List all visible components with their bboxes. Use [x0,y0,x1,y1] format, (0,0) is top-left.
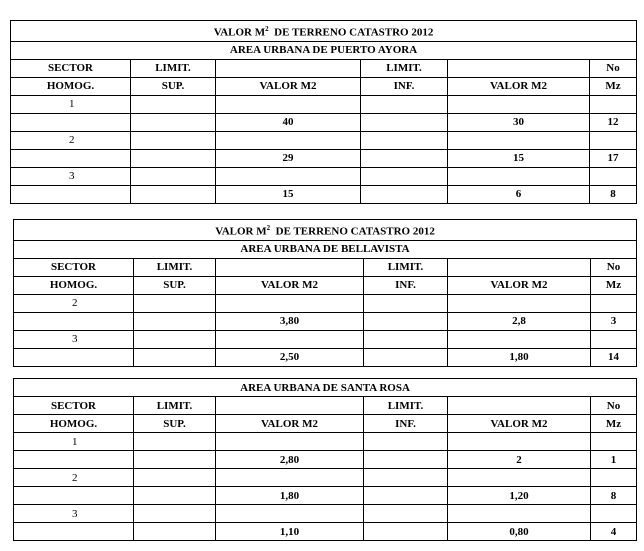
value-row [14,523,637,541]
header-cell [216,59,361,77]
header-cell: VALOR M2 [216,77,361,95]
sector-row [14,433,637,451]
header-cell: LIMIT. [134,258,216,276]
valor-inf-cell: 2 [448,451,591,469]
sector-row [14,294,637,312]
mz-cell: 1 [591,451,637,469]
sector-row [14,469,637,487]
mz-cell: 8 [590,185,637,203]
valor-inf-cell: 15 [448,149,590,167]
valor-sup-cell: 1,10 [216,523,364,541]
header-cell: HOMOG. [14,415,134,433]
header-cell: SUP. [131,77,216,95]
valor-inf-cell: 1,80 [448,348,591,366]
area-title: AREA URBANA DE BELLAVISTA [14,240,637,258]
mz-cell: 8 [591,487,637,505]
mz-cell: 14 [591,348,637,366]
sector-cell: 2 [14,469,134,487]
header-cell [216,258,364,276]
header-row-top [11,59,637,77]
value-row [14,348,637,366]
header-cell [216,397,364,415]
sector-cell: 1 [14,433,134,451]
header-cell: VALOR M2 [448,77,590,95]
mz-cell: 17 [590,149,637,167]
valor-inf-cell: 1,20 [448,487,591,505]
header-cell: SECTOR [14,258,134,276]
sector-cell: 2 [14,294,134,312]
header-row-bottom [14,415,637,433]
header-row-bottom [11,77,637,95]
header-cell: No [591,397,637,415]
valor-sup-cell: 1,80 [216,487,364,505]
header-row-bottom [14,276,637,294]
value-row [11,149,637,167]
header-cell: VALOR M2 [216,276,364,294]
sector-row [11,167,637,185]
value-row [14,487,637,505]
valor-inf-cell: 2,8 [448,312,591,330]
header-cell: LIMIT. [131,59,216,77]
valor-sup-cell: 2,80 [216,451,364,469]
header-cell: Mz [591,276,637,294]
header-cell: Mz [590,77,637,95]
header-cell: Mz [591,415,637,433]
sector-cell: 2 [11,131,131,149]
header-cell: INF. [361,77,448,95]
header-cell: LIMIT. [361,59,448,77]
header-cell: LIMIT. [134,397,216,415]
valor-sup-cell: 40 [216,113,361,131]
mz-cell: 4 [591,523,637,541]
header-cell: No [591,258,637,276]
valor-sup-cell: 29 [216,149,361,167]
header-cell: HOMOG. [14,276,134,294]
valor-inf-cell: 30 [448,113,590,131]
header-row-top [14,258,637,276]
header-cell: LIMIT. [364,258,448,276]
valor-sup-cell: 15 [216,185,361,203]
sector-cell: 3 [14,505,134,523]
header-cell: VALOR M2 [448,415,591,433]
sector-row [14,505,637,523]
sector-cell: 3 [11,167,131,185]
header-cell: SECTOR [11,59,131,77]
sector-row [14,330,637,348]
header-cell: SUP. [134,276,216,294]
table-bellavista [13,219,637,367]
value-row [14,312,637,330]
header-cell: No [590,59,637,77]
value-row [14,451,637,469]
table-puerto-ayora [10,20,637,204]
header-cell: INF. [364,415,448,433]
header-cell [448,397,591,415]
valor-sup-cell: 3,80 [216,312,364,330]
header-cell: SECTOR [14,397,134,415]
valor-inf-cell: 6 [448,185,590,203]
sector-row [11,95,637,113]
header-cell: SUP. [134,415,216,433]
header-cell: INF. [364,276,448,294]
valor-inf-cell: 0,80 [448,523,591,541]
area-title: AREA URBANA DE SANTA ROSA [14,379,637,397]
area-title: AREA URBANA DE PUERTO AYORA [11,41,637,59]
value-row [11,113,637,131]
header-cell: HOMOG. [11,77,131,95]
table-title: VALOR $M^2$ DE TERRENO CATASTRO 2012 [11,21,637,42]
header-cell: VALOR M2 [448,276,591,294]
sector-cell: 3 [14,330,134,348]
header-cell: VALOR M2 [216,415,364,433]
sector-row [11,131,637,149]
header-row-top [14,397,637,415]
value-row [11,185,637,203]
mz-cell: 3 [591,312,637,330]
header-cell [448,59,590,77]
header-cell: LIMIT. [364,397,448,415]
valor-sup-cell: 2,50 [216,348,364,366]
sector-cell: 1 [11,95,131,113]
mz-cell: 12 [590,113,637,131]
table-santa-rosa [13,378,637,541]
table-title: VALOR $M^2$ DE TERRENO CATASTRO 2012 [14,220,637,241]
header-cell [448,258,591,276]
